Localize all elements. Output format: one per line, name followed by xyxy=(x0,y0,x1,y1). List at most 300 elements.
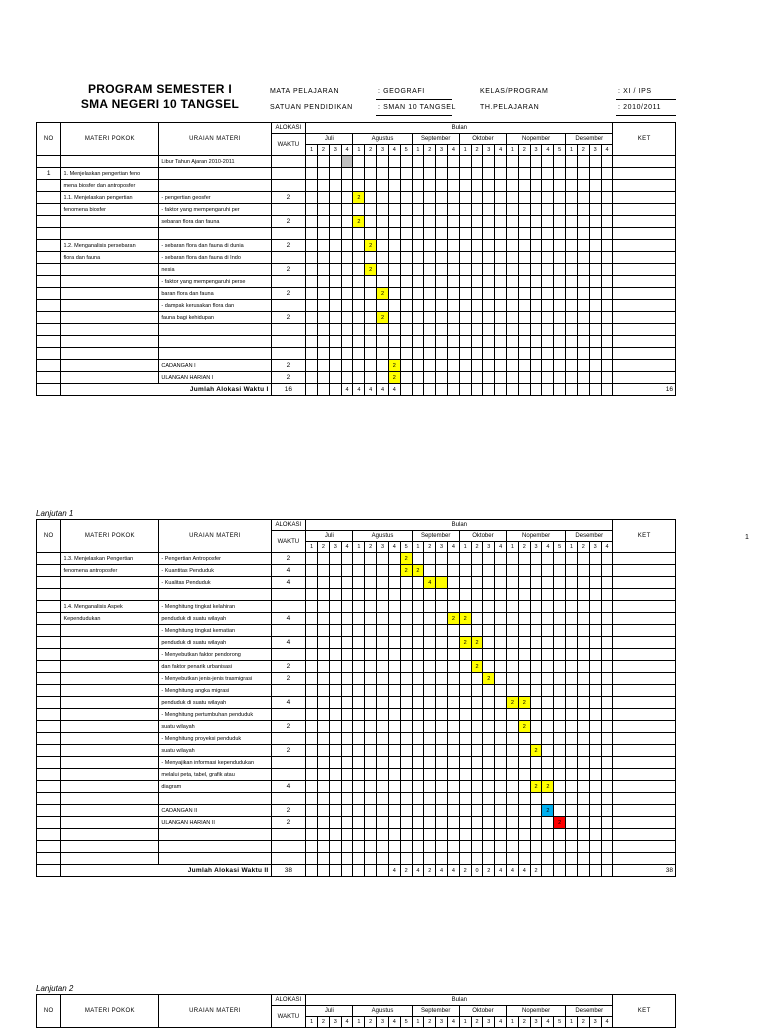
week-cell xyxy=(542,709,554,721)
week-cell xyxy=(377,601,389,613)
week-cell xyxy=(483,192,495,204)
week-cell xyxy=(495,276,507,288)
week-cell xyxy=(495,817,507,829)
week-cell xyxy=(542,565,554,577)
week-cell xyxy=(424,673,436,685)
total-week-value xyxy=(483,384,495,396)
week-cell xyxy=(554,276,566,288)
week-cell xyxy=(542,252,554,264)
week-cell xyxy=(377,192,389,204)
week-cell xyxy=(589,709,601,721)
header-no: NO xyxy=(37,123,61,156)
week-cell xyxy=(495,769,507,781)
row-uraian: diagram xyxy=(159,781,271,793)
week-cell xyxy=(507,240,519,252)
week-cell xyxy=(447,312,459,324)
mapel-label: MATA PELAJARAN xyxy=(270,88,340,95)
week-cell xyxy=(566,853,578,865)
week-cell xyxy=(507,360,519,372)
header-week: 3 xyxy=(436,542,448,553)
week-cell xyxy=(318,204,330,216)
week-cell xyxy=(589,168,601,180)
week-cell xyxy=(365,300,377,312)
week-cell xyxy=(566,204,578,216)
total-week-value: 4 xyxy=(341,384,353,396)
week-cell xyxy=(542,216,554,228)
week-cell xyxy=(306,565,318,577)
week-cell xyxy=(306,336,318,348)
week-cell xyxy=(577,805,589,817)
week-cell xyxy=(542,685,554,697)
header-week: 4 xyxy=(341,145,353,156)
week-cell xyxy=(353,781,365,793)
week-cell xyxy=(566,565,578,577)
total-week-value xyxy=(495,384,507,396)
header-week: 1 xyxy=(412,145,424,156)
week-cell xyxy=(329,853,341,865)
week-cell xyxy=(412,709,424,721)
week-cell xyxy=(329,613,341,625)
week-cell xyxy=(341,805,353,817)
week-cell xyxy=(318,264,330,276)
week-cell xyxy=(353,745,365,757)
week-cell xyxy=(353,733,365,745)
week-cell xyxy=(483,829,495,841)
week-cell xyxy=(459,156,471,168)
header-month: Juli xyxy=(306,531,353,542)
week-cell xyxy=(447,577,459,589)
week-cell xyxy=(601,745,613,757)
week-cell xyxy=(566,733,578,745)
header-month: Agustus xyxy=(353,531,412,542)
week-cell xyxy=(471,288,483,300)
week-cell xyxy=(495,649,507,661)
week-cell xyxy=(542,264,554,276)
header-week: 1 xyxy=(459,145,471,156)
week-cell xyxy=(412,637,424,649)
week-cell xyxy=(483,613,495,625)
week-cell xyxy=(400,348,412,360)
week-cell xyxy=(365,649,377,661)
satuan-value: : SMAN 10 TANGSEL xyxy=(378,104,457,111)
week-cell: 2 xyxy=(507,697,519,709)
row-uraian xyxy=(159,853,271,865)
week-cell xyxy=(306,853,318,865)
header-bulan: Bulan xyxy=(306,123,613,134)
table-row xyxy=(37,288,676,300)
week-cell xyxy=(483,204,495,216)
week-cell xyxy=(329,553,341,565)
week-cell xyxy=(400,336,412,348)
row-materi: 1.4. Menganalisis Aspek xyxy=(61,601,159,613)
week-cell xyxy=(483,769,495,781)
week-cell xyxy=(459,817,471,829)
week-cell xyxy=(353,685,365,697)
week-cell xyxy=(447,817,459,829)
header-week: 2 xyxy=(518,542,530,553)
table-row xyxy=(37,745,676,757)
header-week: 3 xyxy=(329,1017,341,1028)
week-cell xyxy=(400,625,412,637)
week-cell xyxy=(436,252,448,264)
week-cell xyxy=(377,661,389,673)
week-cell xyxy=(577,757,589,769)
week-cell xyxy=(412,841,424,853)
week-cell xyxy=(365,180,377,192)
week-cell xyxy=(341,336,353,348)
week-cell xyxy=(577,240,589,252)
week-cell: 2 xyxy=(554,817,566,829)
week-cell xyxy=(483,180,495,192)
week-cell xyxy=(459,168,471,180)
week-cell xyxy=(507,312,519,324)
week-cell xyxy=(341,360,353,372)
week-cell xyxy=(577,589,589,601)
week-cell xyxy=(507,769,519,781)
week-cell xyxy=(447,252,459,264)
week-cell xyxy=(554,300,566,312)
row-materi xyxy=(61,697,159,709)
week-cell xyxy=(577,829,589,841)
week-cell xyxy=(318,156,330,168)
week-cell xyxy=(554,757,566,769)
row-materi xyxy=(61,216,159,228)
week-cell xyxy=(400,240,412,252)
week-cell xyxy=(318,841,330,853)
week-cell xyxy=(424,817,436,829)
week-cell xyxy=(554,180,566,192)
week-cell xyxy=(329,156,341,168)
row-no xyxy=(37,733,61,745)
week-cell xyxy=(329,348,341,360)
row-alokasi: 2 xyxy=(271,288,306,300)
week-cell xyxy=(424,252,436,264)
row-alokasi xyxy=(271,336,306,348)
row-alokasi xyxy=(271,204,306,216)
week-cell xyxy=(388,613,400,625)
week-cell: 2 xyxy=(459,613,471,625)
row-alokasi xyxy=(271,685,306,697)
week-cell xyxy=(447,769,459,781)
week-cell xyxy=(530,360,542,372)
week-cell xyxy=(388,348,400,360)
row-alokasi xyxy=(271,829,306,841)
row-ket xyxy=(613,733,676,745)
week-cell xyxy=(459,745,471,757)
week-cell xyxy=(412,733,424,745)
week-cell xyxy=(530,637,542,649)
week-cell: 2 xyxy=(377,312,389,324)
row-no xyxy=(37,216,61,228)
week-cell xyxy=(400,216,412,228)
week-cell xyxy=(412,216,424,228)
week-cell xyxy=(388,853,400,865)
week-cell xyxy=(412,372,424,384)
week-cell xyxy=(542,288,554,300)
week-cell xyxy=(589,601,601,613)
week-cell xyxy=(495,360,507,372)
week-cell xyxy=(566,372,578,384)
total-week-value xyxy=(447,384,459,396)
week-cell xyxy=(471,721,483,733)
week-cell xyxy=(436,336,448,348)
week-cell xyxy=(566,685,578,697)
week-cell xyxy=(495,805,507,817)
week-cell xyxy=(566,613,578,625)
week-cell xyxy=(388,793,400,805)
row-no xyxy=(37,757,61,769)
week-cell xyxy=(365,372,377,384)
header-week: 3 xyxy=(530,1017,542,1028)
total-week-value: 4 xyxy=(447,865,459,877)
total-week-value xyxy=(554,384,566,396)
week-cell xyxy=(542,589,554,601)
week-cell xyxy=(577,709,589,721)
header-week: 1 xyxy=(566,542,578,553)
header-week: 2 xyxy=(318,1017,330,1028)
week-cell xyxy=(365,589,377,601)
total-no xyxy=(37,865,61,877)
row-no xyxy=(37,240,61,252)
week-cell xyxy=(577,204,589,216)
week-cell xyxy=(412,360,424,372)
week-cell xyxy=(329,180,341,192)
week-cell xyxy=(542,697,554,709)
row-no xyxy=(37,565,61,577)
week-cell: 2 xyxy=(459,637,471,649)
week-cell xyxy=(471,348,483,360)
week-cell xyxy=(400,817,412,829)
week-cell: 2 xyxy=(483,673,495,685)
week-cell xyxy=(447,721,459,733)
week-cell xyxy=(507,204,519,216)
week-cell xyxy=(518,264,530,276)
week-cell xyxy=(601,841,613,853)
week-cell xyxy=(601,829,613,841)
week-cell xyxy=(483,276,495,288)
week-cell xyxy=(507,216,519,228)
week-cell xyxy=(400,649,412,661)
row-alokasi xyxy=(271,601,306,613)
row-alokasi: 2 xyxy=(271,192,306,204)
week-cell xyxy=(507,613,519,625)
week-cell xyxy=(353,673,365,685)
row-uraian: sebaran flora dan fauna xyxy=(159,216,271,228)
week-cell xyxy=(365,192,377,204)
week-cell xyxy=(554,829,566,841)
week-cell xyxy=(412,252,424,264)
week-cell xyxy=(400,793,412,805)
week-cell xyxy=(495,553,507,565)
header-month: Oktober xyxy=(459,134,506,145)
week-cell xyxy=(577,625,589,637)
total-row xyxy=(37,384,676,396)
row-ket xyxy=(613,697,676,709)
table-row xyxy=(37,336,676,348)
kelas-value: : XI / IPS xyxy=(618,88,652,95)
week-cell xyxy=(577,637,589,649)
row-ket xyxy=(613,589,676,601)
week-cell xyxy=(577,300,589,312)
total-week-value xyxy=(400,384,412,396)
week-cell xyxy=(306,252,318,264)
week-cell xyxy=(589,829,601,841)
week-cell xyxy=(353,829,365,841)
header-week: 4 xyxy=(341,542,353,553)
week-cell: 2 xyxy=(518,721,530,733)
week-cell xyxy=(400,589,412,601)
row-ket xyxy=(613,769,676,781)
week-cell xyxy=(424,733,436,745)
week-cell xyxy=(318,252,330,264)
row-materi xyxy=(61,829,159,841)
week-cell xyxy=(577,252,589,264)
week-cell xyxy=(518,673,530,685)
week-cell xyxy=(542,240,554,252)
total-week-value xyxy=(518,384,530,396)
row-no xyxy=(37,613,61,625)
week-cell xyxy=(530,613,542,625)
week-cell xyxy=(577,180,589,192)
row-no xyxy=(37,252,61,264)
week-cell xyxy=(318,853,330,865)
header-alokasi-2: WAKTU xyxy=(271,134,306,156)
week-cell xyxy=(424,757,436,769)
week-cell xyxy=(495,757,507,769)
week-cell xyxy=(377,781,389,793)
week-cell xyxy=(483,817,495,829)
week-cell xyxy=(365,769,377,781)
row-uraian: - Pengertian Antroposfer xyxy=(159,553,271,565)
week-cell xyxy=(459,348,471,360)
week-cell xyxy=(495,589,507,601)
week-cell xyxy=(447,216,459,228)
week-cell xyxy=(377,829,389,841)
week-cell xyxy=(459,649,471,661)
week-cell xyxy=(400,745,412,757)
week-cell xyxy=(589,589,601,601)
row-materi xyxy=(61,841,159,853)
week-cell xyxy=(542,625,554,637)
row-uraian: penduduk di suatu wilayah xyxy=(159,697,271,709)
week-cell xyxy=(471,589,483,601)
total-label: Jumlah Alokasi Waktu I xyxy=(61,384,271,396)
week-cell xyxy=(495,841,507,853)
week-cell xyxy=(341,769,353,781)
row-uraian: CADANGAN II xyxy=(159,805,271,817)
week-cell xyxy=(400,697,412,709)
week-cell xyxy=(589,637,601,649)
week-cell xyxy=(377,745,389,757)
header-uraian: URAIAN MATERI xyxy=(159,995,271,1028)
week-cell xyxy=(471,781,483,793)
week-cell xyxy=(566,637,578,649)
week-cell xyxy=(589,577,601,589)
week-cell xyxy=(341,565,353,577)
week-cell xyxy=(495,228,507,240)
table-row xyxy=(37,156,676,168)
week-cell xyxy=(495,336,507,348)
week-cell xyxy=(329,192,341,204)
week-cell xyxy=(388,312,400,324)
week-cell xyxy=(436,168,448,180)
week-cell xyxy=(353,625,365,637)
row-ket xyxy=(613,853,676,865)
header-week: 3 xyxy=(589,1017,601,1028)
week-cell xyxy=(318,721,330,733)
row-no xyxy=(37,721,61,733)
week-cell xyxy=(436,204,448,216)
week-cell xyxy=(424,637,436,649)
week-cell: 2 xyxy=(471,637,483,649)
week-cell xyxy=(388,673,400,685)
week-cell xyxy=(412,685,424,697)
week-cell xyxy=(577,673,589,685)
row-alokasi xyxy=(271,228,306,240)
week-cell xyxy=(341,168,353,180)
week-cell xyxy=(436,673,448,685)
table-row xyxy=(37,216,676,228)
week-cell xyxy=(459,300,471,312)
week-cell xyxy=(601,853,613,865)
week-cell xyxy=(601,300,613,312)
week-cell xyxy=(388,757,400,769)
table-row xyxy=(37,324,676,336)
week-cell xyxy=(483,697,495,709)
table-row xyxy=(37,709,676,721)
week-cell xyxy=(436,156,448,168)
week-cell xyxy=(554,721,566,733)
doc-title-line1: PROGRAM SEMESTER I xyxy=(87,82,233,96)
header-alokasi-2: WAKTU xyxy=(271,531,306,553)
week-cell xyxy=(577,577,589,589)
week-cell xyxy=(365,673,377,685)
week-cell xyxy=(542,276,554,288)
row-alokasi xyxy=(271,168,306,180)
week-cell xyxy=(542,228,554,240)
row-alokasi: 2 xyxy=(271,264,306,276)
week-cell xyxy=(436,733,448,745)
row-uraian xyxy=(159,180,271,192)
week-cell xyxy=(329,769,341,781)
week-cell xyxy=(483,649,495,661)
row-ket xyxy=(613,553,676,565)
total-week-value xyxy=(601,865,613,877)
header-month: Desember xyxy=(566,1006,613,1017)
row-materi: 1.2. Menganalisis persebaran xyxy=(61,240,159,252)
week-cell xyxy=(483,589,495,601)
week-cell xyxy=(388,264,400,276)
header-week: 3 xyxy=(530,542,542,553)
row-alokasi xyxy=(271,180,306,192)
row-no xyxy=(37,781,61,793)
week-cell xyxy=(329,360,341,372)
week-cell xyxy=(341,180,353,192)
week-cell xyxy=(495,781,507,793)
week-cell xyxy=(318,553,330,565)
week-cell xyxy=(424,709,436,721)
total-week-value xyxy=(318,865,330,877)
week-cell xyxy=(353,757,365,769)
week-cell xyxy=(436,565,448,577)
header-week: 3 xyxy=(483,1017,495,1028)
week-cell xyxy=(341,829,353,841)
week-cell xyxy=(530,288,542,300)
week-cell xyxy=(507,228,519,240)
week-cell xyxy=(459,709,471,721)
week-cell xyxy=(424,168,436,180)
week-cell xyxy=(589,757,601,769)
